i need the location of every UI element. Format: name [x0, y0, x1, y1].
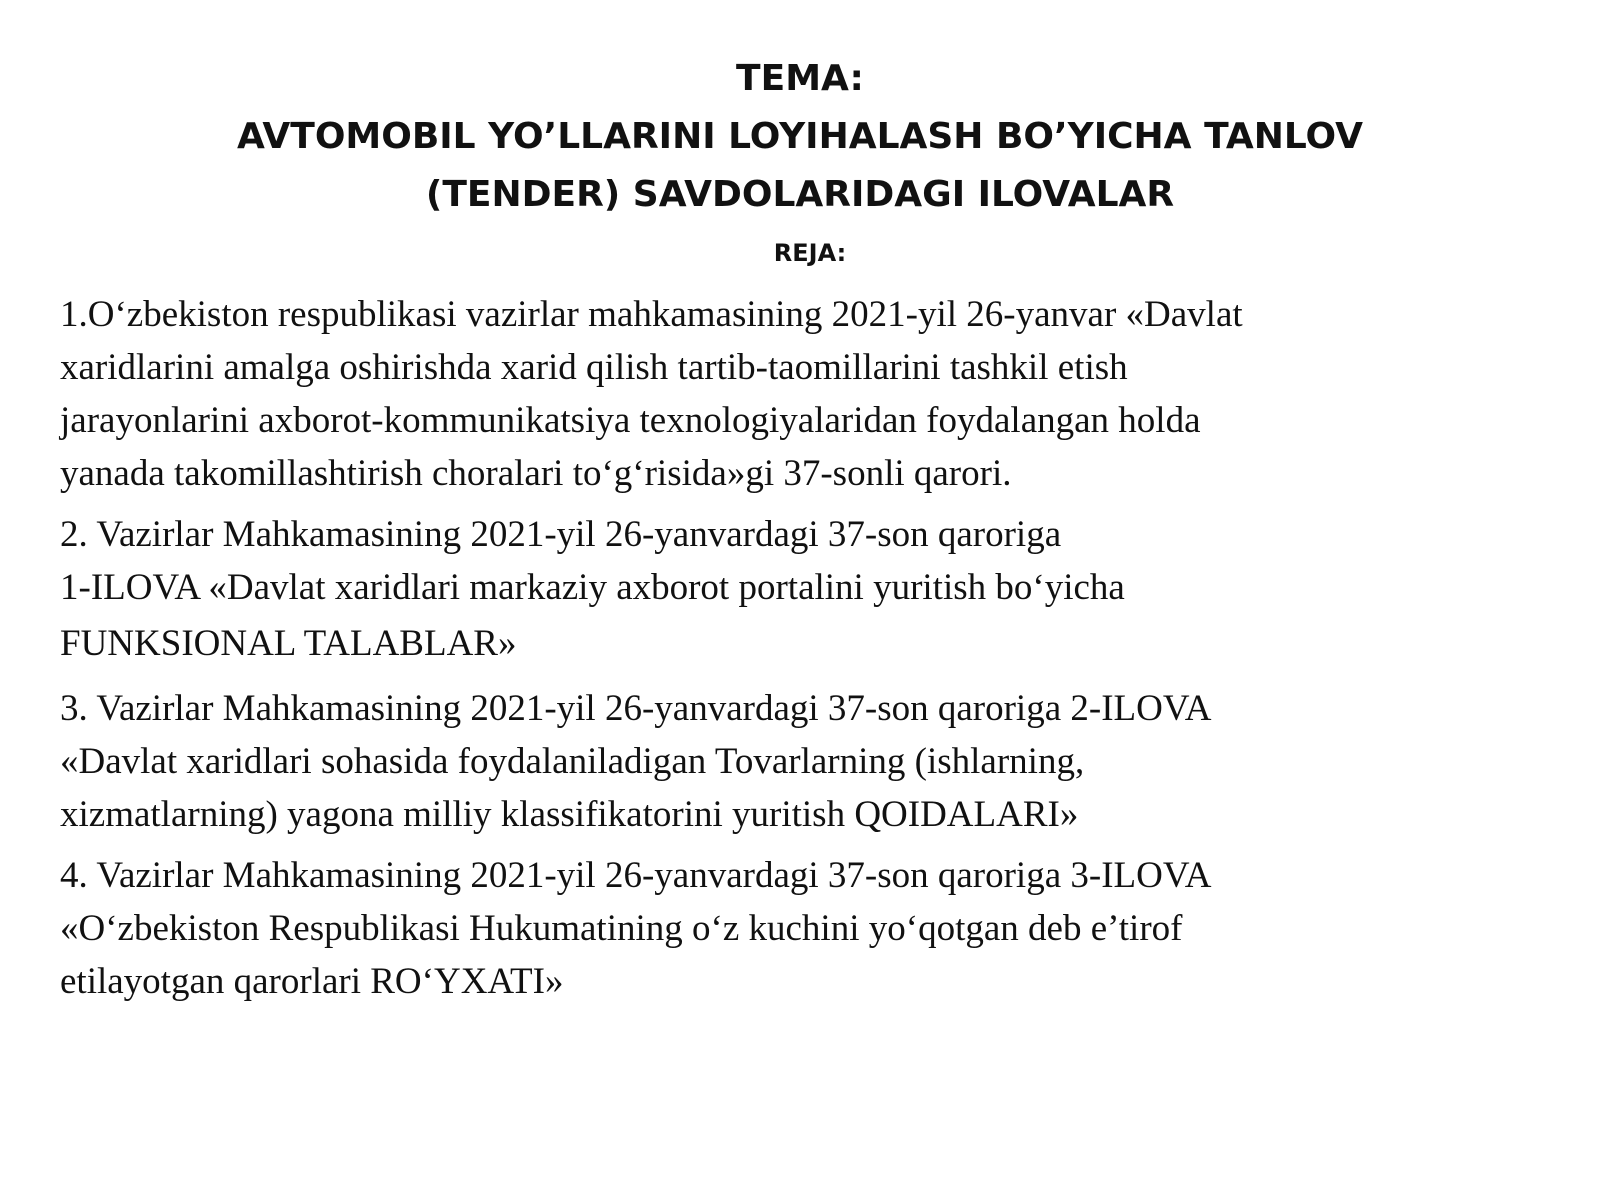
plan-heading: REJA:	[773, 239, 847, 267]
title-line-topic: AVTOMOBIL YO’LLARINI LOYIHALASH BO’YICHA TANLOV	[236, 116, 1363, 157]
plan-item-2	[60, 508, 1580, 674]
plan-item-1	[60, 288, 1580, 500]
title-line-tema: TEMA:	[736, 58, 864, 99]
plan-list	[60, 288, 1580, 1016]
plan-item-line: yanada takomillashtirish choralari to‘g‘risida»gi 37-sonli qarori.	[60, 453, 1012, 494]
plan-item-line: 4. Vazirlar Mahkamasining 2021-yil 26-yanvardagi 37-son qaroriga 3-ILOVA	[60, 855, 1212, 896]
plan-item-line: xaridlarini amalga oshirishda xarid qilish tartib-taomillarini tashkil etish	[60, 347, 1128, 388]
plan-item-line: FUNKSIONAL TALABLAR»	[60, 623, 517, 664]
plan-item-line: 1.O‘zbekiston respublikasi vazirlar mahkamasining 2021-yil 26-yanvar «Davlat	[60, 294, 1243, 335]
plan-item-line: xizmatlarning) yagona milliy klassifikatorini yuritish QOIDALARI»	[60, 794, 1079, 835]
title-line-topic-continued: (TENDER) SAVDOLARIDAGI ILOVALAR	[425, 174, 1175, 215]
plan-item-line: etilayotgan qarorlari RO‘YXATI»	[60, 961, 564, 1002]
plan-item-3	[60, 682, 1580, 841]
slide-title	[0, 50, 1600, 224]
plan-item-line: 1-ILOVA «Davlat xaridlari markaziy axborot portalini yuritish bo‘yicha	[60, 567, 1125, 608]
plan-item-line: «Davlat xaridlari sohasida foydalaniladigan Tovarlarning (ishlarning,	[60, 741, 1085, 782]
plan-item-line: 2. Vazirlar Mahkamasining 2021-yil 26-yanvardagi 37-son qaroriga	[60, 514, 1062, 555]
plan-item-line: «O‘zbekiston Respublikasi Hukumatining o‘z kuchini yo‘qotgan deb e’tirof	[60, 908, 1183, 949]
plan-item-line: jarayonlarini axborot-kommunikatsiya texnologiyalaridan foydalangan holda	[60, 400, 1201, 441]
plan-item-line: 3. Vazirlar Mahkamasining 2021-yil 26-yanvardagi 37-son qaroriga 2-ILOVA	[60, 688, 1212, 729]
plan-item-4	[60, 849, 1580, 1008]
